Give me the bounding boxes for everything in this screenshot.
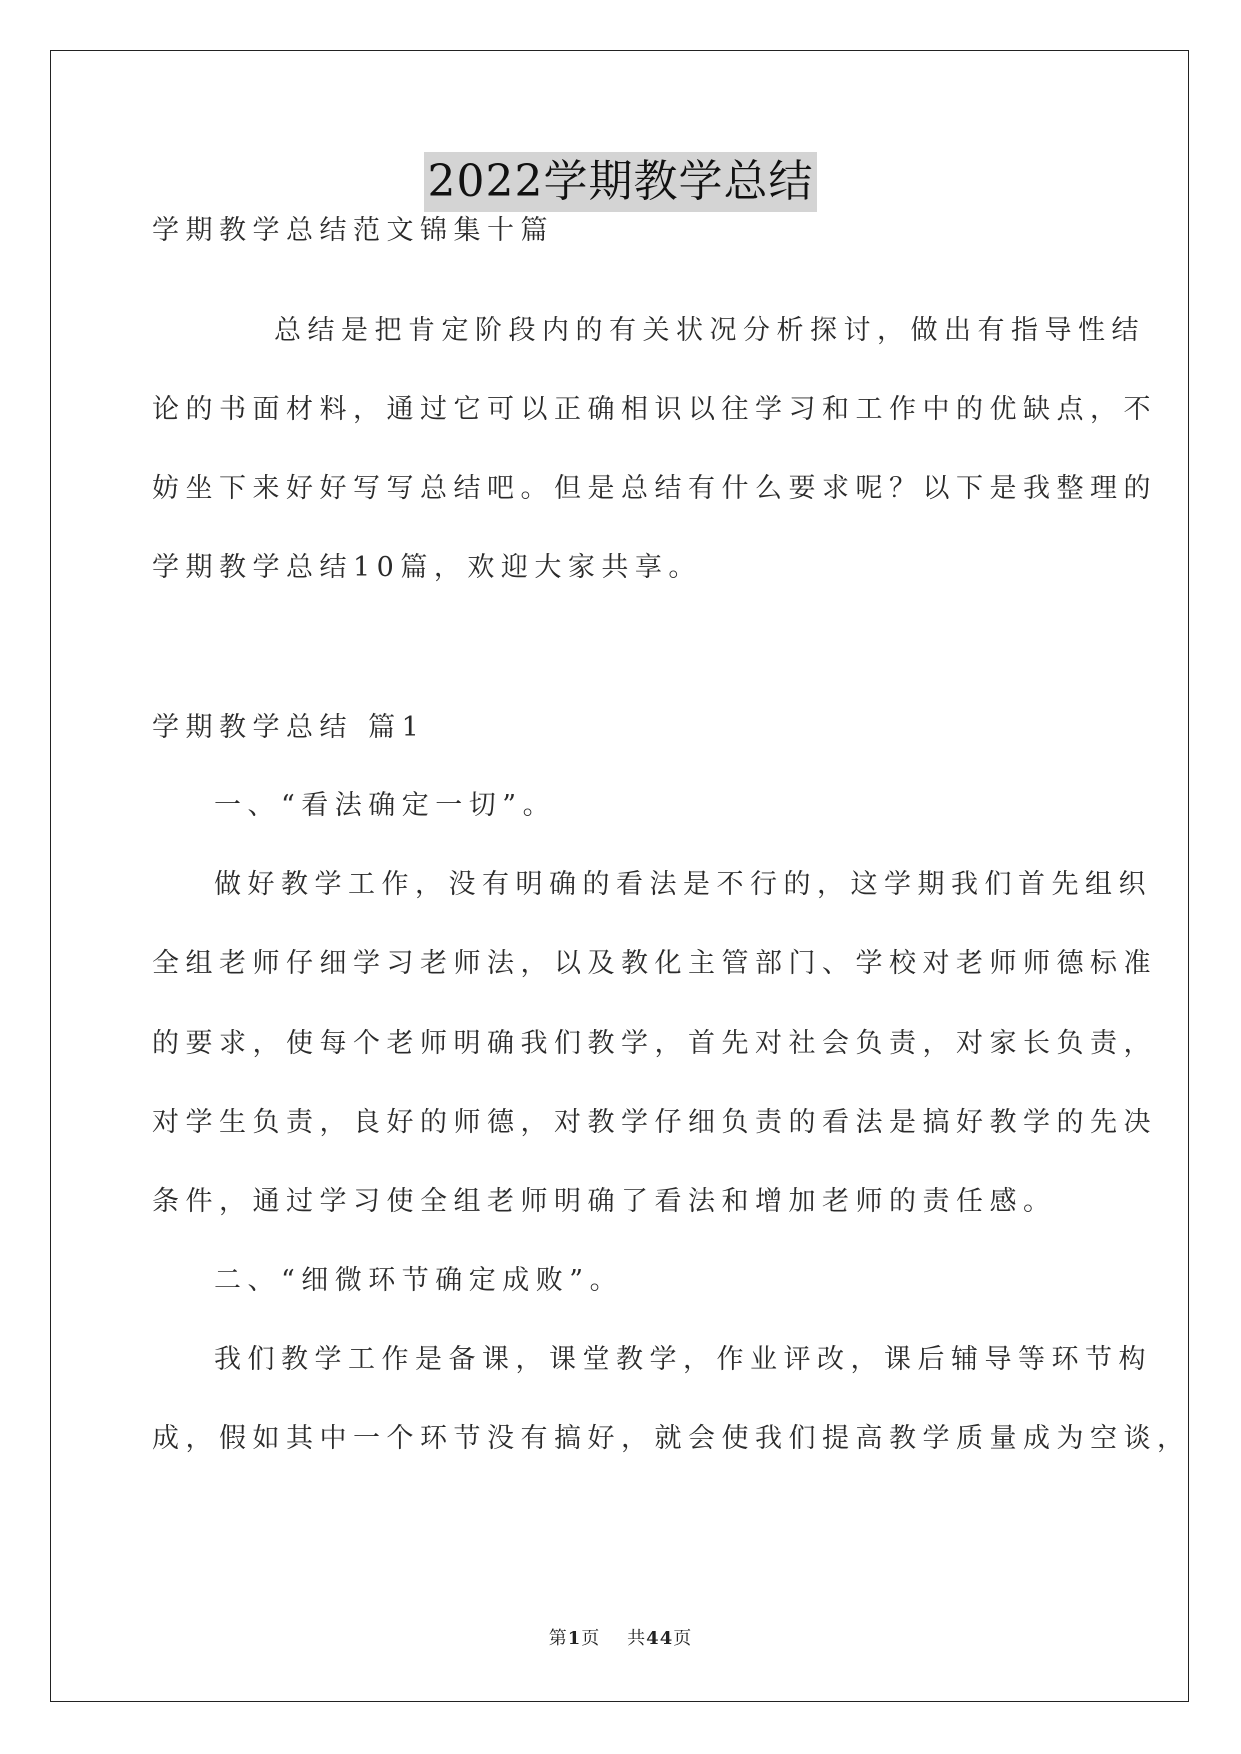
body-line: 妨坐下来好好写写总结吧。但是总结有什么要求呢？以下是我整理的 [152,473,1157,504]
page-footer [0,1624,1241,1650]
body-line: 做好教学工作，没有明确的看法是不行的，这学期我们首先组织 [214,869,1152,900]
subsection-heading: 一、“看法确定一切”。 [214,790,557,821]
body-line: 的要求，使每个老师明确我们教学，首先对社会负责，对家长负责， [152,1028,1157,1059]
section-heading: 学期教学总结 篇1 [152,712,426,743]
body-line: 学期教学总结10篇，欢迎大家共享。 [152,552,702,583]
footer-total-pages: 44 [646,1628,674,1649]
body-line: 全组老师仔细学习老师法，以及教化主管部门、学校对老师师德标准 [152,948,1157,979]
body-line: 对学生负责，良好的师德，对教学仔细负责的看法是搞好教学的先决 [152,1107,1157,1138]
body-line: 总结是把肯定阶段内的有关状况分析探讨，做出有指导性结 [274,315,1145,346]
footer-mid: 页 共 [581,1628,647,1649]
footer-prefix: 第 [548,1628,568,1649]
subsection-heading: 二、“细微环节确定成败”。 [214,1265,624,1296]
body-line: 成，假如其中一个环节没有搞好，就会使我们提高教学质量成为空谈， [152,1423,1191,1454]
body-line: 我们教学工作是备课，课堂教学，作业评改，课后辅导等环节构 [214,1344,1152,1375]
subtitle-line: 学期教学总结范文锦集十篇 [152,215,554,246]
document-title: 2022学期教学总结 [424,152,818,212]
footer-page-number: 1 [567,1628,582,1649]
footer-suffix: 页 [673,1628,693,1649]
body-line: 条件，通过学习使全组老师明确了看法和增加老师的责任感。 [152,1186,1057,1217]
body-line: 论的书面材料，通过它可以正确相识以往学习和工作中的优缺点，不 [152,394,1157,425]
title-wrap [0,152,1241,212]
